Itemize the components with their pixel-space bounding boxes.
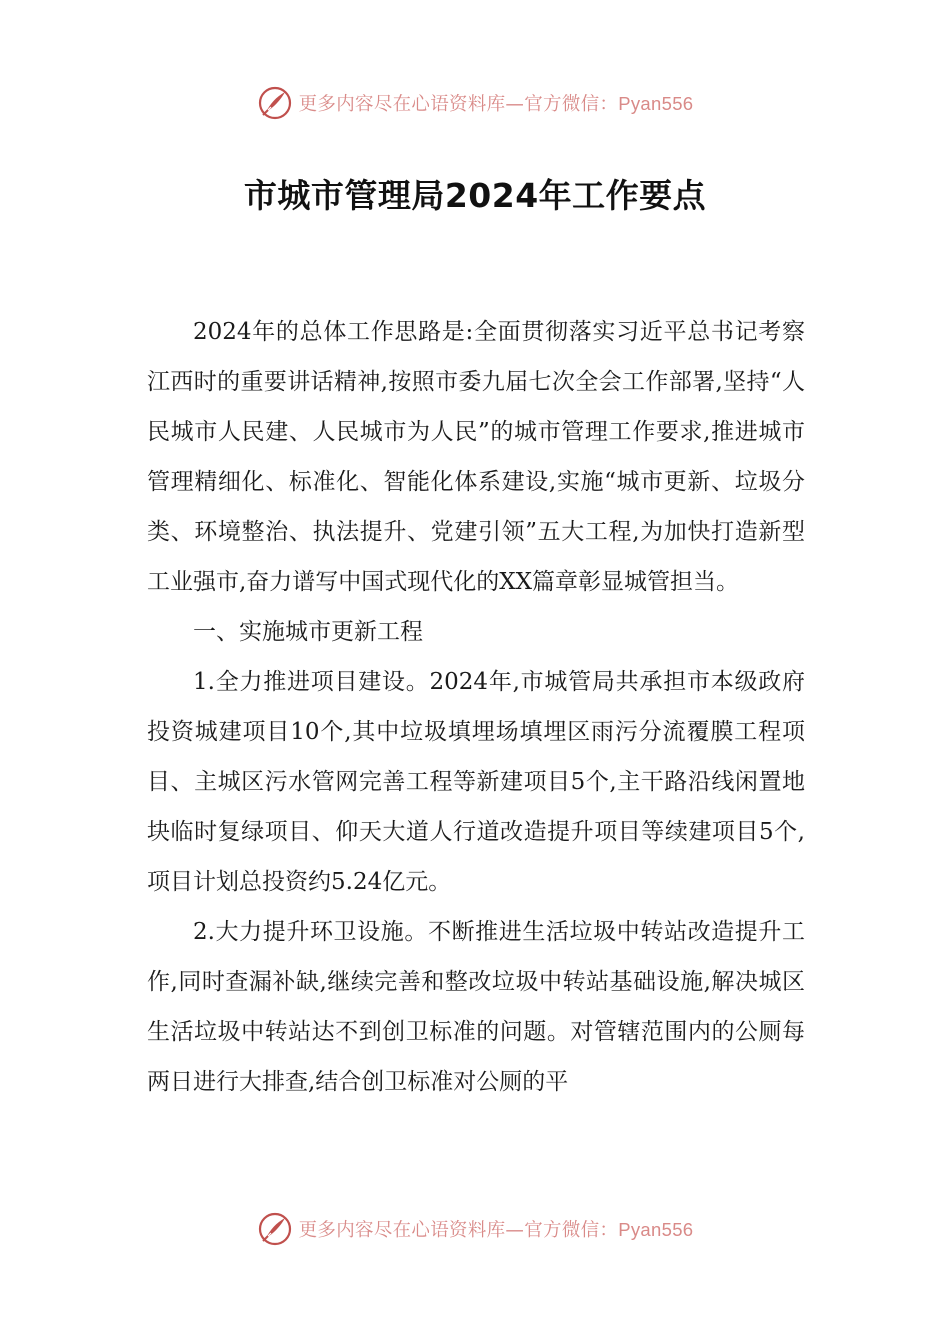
wechat-id: Pyan556 [618, 1219, 694, 1240]
watermark-banner-bottom [0, 1209, 950, 1249]
paragraph-item-1: 1.全力推进项目建设。2024年,市城管局共承担市本级政府投资城建项目10个,其中垃圾填埋场填埋区雨污分流覆膜工程项目、主城区污水管网完善工程等新建项目5个,主干路沿线闲置地块临时复绿项目、仰天大道人行道改造提升项目等续建项目5个,项目计划总投资约5.24亿元。 [147, 669, 805, 895]
watermark-banner-top [0, 83, 950, 123]
quill-pen-logo-icon [257, 85, 293, 121]
document-body [147, 307, 805, 1107]
paragraph-intro: 2024年的总体工作思路是:全面贯彻落实习近平总书记考察江西时的重要讲话精神,按照市委九届七次全会工作部署,坚持“人民城市人民建、人民城市为人民”的城市管理工作要求,推进城市管理精细化、标准化、智能化体系建设,实施“城市更新、垃圾分类、环境整治、执法提升、党建引领”五大工程,为加快打造新型工业强市,奋力谱写中国式现代化的XX篇章彰显城管担当。 [147, 319, 805, 595]
document-title: 市城市管理局2024年工作要点 [243, 176, 707, 215]
paragraph-item-2: 2.大力提升环卫设施。不断推进生活垃圾中转站改造提升工作,同时查漏补缺,继续完善和整改垃圾中转站基础设施,解决城区生活垃圾中转站达不到创卫标准的问题。对管辖范围内的公厕每两日进行大排查,结合创卫标准对公厕的平 [147, 919, 805, 1095]
watermark-text: 更多内容尽在心语资料库—官方微信：Pyan556 [298, 93, 694, 115]
wechat-id: Pyan556 [618, 93, 694, 114]
section-heading: 一、实施城市更新工程 [193, 619, 423, 645]
watermark-text: 更多内容尽在心语资料库—官方微信：Pyan556 [298, 1219, 694, 1241]
quill-pen-logo-icon [257, 1211, 293, 1247]
